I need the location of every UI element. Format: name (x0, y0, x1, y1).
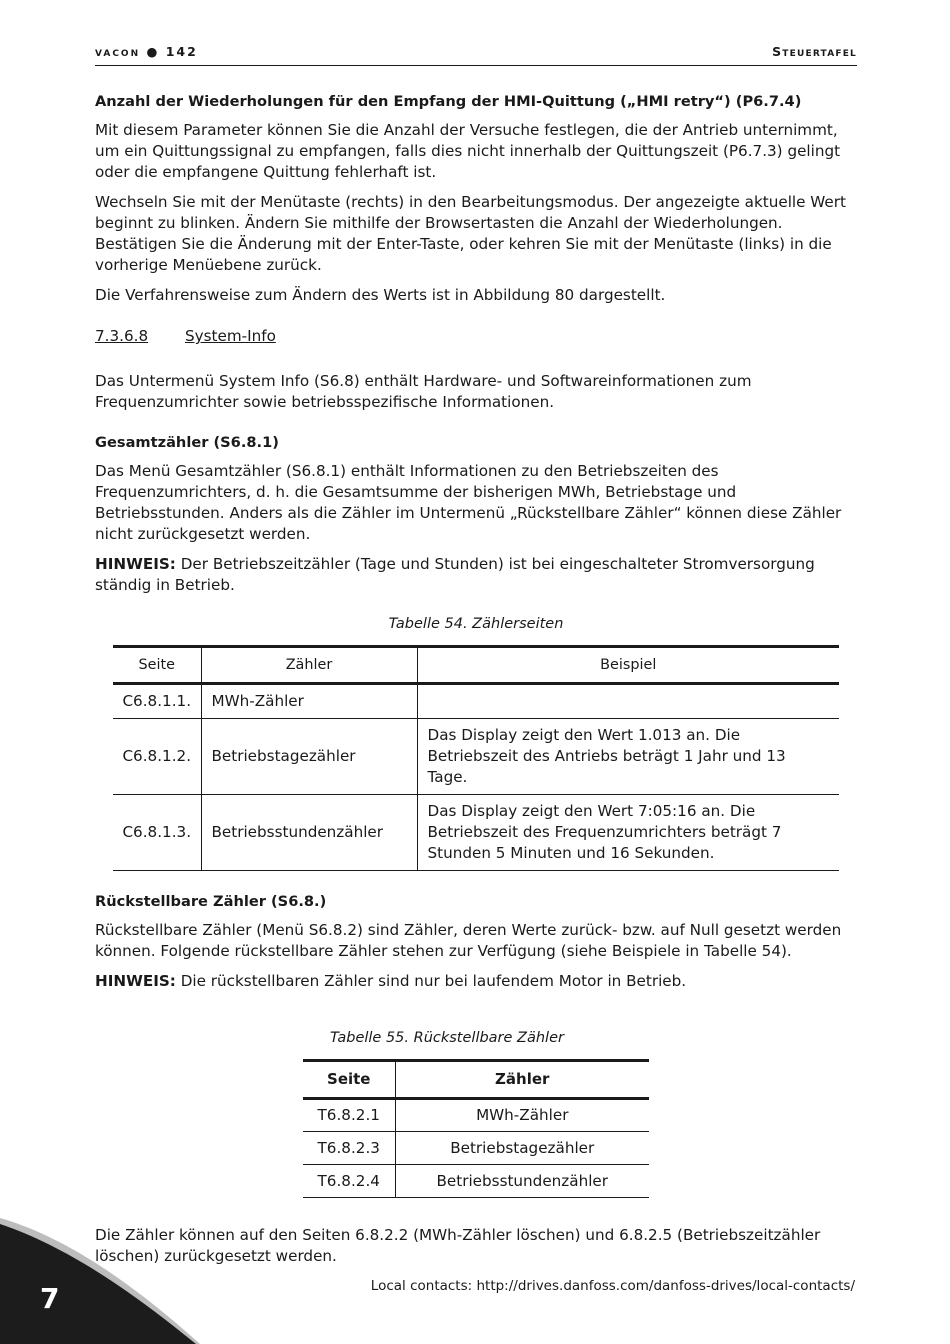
corner-swoosh-graphic (0, 1210, 210, 1344)
closing-paragraph: Die Zähler können auf den Seiten 6.8.2.2 (MWh-Zähler löschen) und 6.8.2.5 (Betriebszeitzähler löschen) zurückgesetzt werden. (95, 1226, 821, 1265)
table-row (303, 1099, 649, 1132)
table-cell: Betriebsstundenzähler (395, 1165, 649, 1198)
table-row (113, 719, 839, 795)
total-counters-paragraph: Das Menü Gesamtzähler (S6.8.1) enthält Informationen zu den Betriebszeiten des Frequenzumrichters, d. h. die Gesamtsumme der bisherigen MWh, Betriebstage und Betriebsstunden. Anders als die Zähler im Untermenü „Rückstellbare Zähler“ können diese Zähler nicht zurückgesetzt werden. (95, 462, 842, 543)
table-row (113, 684, 839, 719)
table-header-row (113, 647, 839, 684)
total-counters-heading: Gesamtzähler (S6.8.1) (95, 434, 279, 451)
table-cell: Das Display zeigt den Wert 1.013 an. Die Betriebszeit des Antriebs beträgt 1 Jahr und 13 Tage. (417, 719, 839, 795)
section-number: 7.3.6.8 (95, 327, 149, 345)
column-header: Zähler (395, 1061, 649, 1099)
table-cell (417, 684, 839, 719)
hmi-retry-paragraph-1: Mit diesem Parameter können Sie die Anzahl der Versuche festlegen, die der Antrieb unternimmt, um ein Quittungssignal zu empfangen, falls dies nicht innerhalb der Quittungszeit (P6.7.3) gelingt oder die empfangene Quittung fehlerhaft ist. (95, 121, 841, 181)
table-cell: C6.8.1.2. (113, 719, 201, 795)
chapter-number: 7 (40, 1282, 60, 1315)
table-cell: T6.8.2.4 (303, 1165, 395, 1198)
table-row (113, 795, 839, 871)
table-row (303, 1165, 649, 1198)
note-operating-counter (95, 554, 857, 596)
table-cell: C6.8.1.3. (113, 795, 201, 871)
footer-contacts-link[interactable]: Local contacts: http://drives.danfoss.com/danfoss-drives/local-contacts/ (370, 1278, 855, 1294)
table-cell: Betriebstagezähler (201, 719, 417, 795)
hmi-retry-heading: Anzahl der Wiederholungen für den Empfang der HMI-Quittung („HMI retry“) (P6.7.4) (95, 93, 802, 110)
counter-pages-table (113, 645, 839, 871)
note-text: Die rückstellbaren Zähler sind nur bei laufendem Motor in Betrieb. (175, 972, 687, 990)
table-cell: Betriebstagezähler (395, 1132, 649, 1165)
table-cell: T6.8.2.3 (303, 1132, 395, 1165)
resettable-counters-table (303, 1059, 649, 1198)
page-content (95, 91, 857, 1276)
section-title: System-Info (185, 327, 276, 345)
table55-caption: Tabelle 55. Rückstellbare Zähler (330, 1030, 564, 1046)
page-header (95, 42, 857, 66)
column-header: Seite (113, 647, 201, 684)
hmi-retry-paragraph-3: Die Verfahrensweise zum Ändern des Werts ist in Abbildung 80 dargestellt. (95, 286, 666, 304)
table-cell: T6.8.2.1 (303, 1099, 395, 1132)
table-cell: MWh-Zähler (395, 1099, 649, 1132)
section-heading (95, 326, 857, 347)
column-header: Zähler (201, 647, 417, 684)
table-row (303, 1132, 649, 1165)
table54-caption: Tabelle 54. Zählerseiten (388, 616, 564, 632)
header-chapter-title: Steuertafel (772, 44, 857, 59)
system-info-paragraph: Das Untermenü System Info (S6.8) enthält Hardware- und Softwareinformationen zum Frequenzumrichter sowie betriebsspezifische Informationen. (95, 372, 752, 411)
table-cell: Betriebsstundenzähler (201, 795, 417, 871)
note-label: HINWEIS: (95, 555, 176, 573)
table-header-row (303, 1061, 649, 1099)
header-brand-page: vacon ● 142 (95, 44, 198, 59)
table-cell: Das Display zeigt den Wert 7:05:16 an. Die Betriebszeit des Frequenzumrichters beträgt 7 Stunden 5 Minuten und 16 Sekunden. (417, 795, 839, 871)
column-header: Seite (303, 1061, 395, 1099)
column-header: Beispiel (417, 647, 839, 684)
resettable-counters-heading: Rückstellbare Zähler (S6.8.) (95, 893, 327, 910)
table-cell: C6.8.1.1. (113, 684, 201, 719)
note-resettable-counters (95, 971, 857, 992)
note-text: Der Betriebszeitzähler (Tage und Stunden) ist bei eingeschalteter Stromversorgung ständig in Betrieb. (95, 555, 815, 594)
table-cell: MWh-Zähler (201, 684, 417, 719)
hmi-retry-paragraph-2: Wechseln Sie mit der Menütaste (rechts) in den Bearbeitungsmodus. Der angezeigte aktuelle Wert beginnt zu blinken. Ändern Sie mithilfe der Browsertasten die Anzahl der Wiederholungen. Bestätigen Sie die Änderung mit der Enter-Taste, oder kehren Sie mit der Menütaste (links) in die vorherige Menüebene zurück. (95, 193, 846, 274)
resettable-counters-paragraph: Rückstellbare Zähler (Menü S6.8.2) sind Zähler, deren Werte zurück- bzw. auf Null gesetzt werden können. Folgende rückstellbare Zähler stehen zur Verfügung (siehe Beispiele in Tabelle 54). (95, 921, 842, 960)
note-label: HINWEIS: (95, 972, 176, 990)
